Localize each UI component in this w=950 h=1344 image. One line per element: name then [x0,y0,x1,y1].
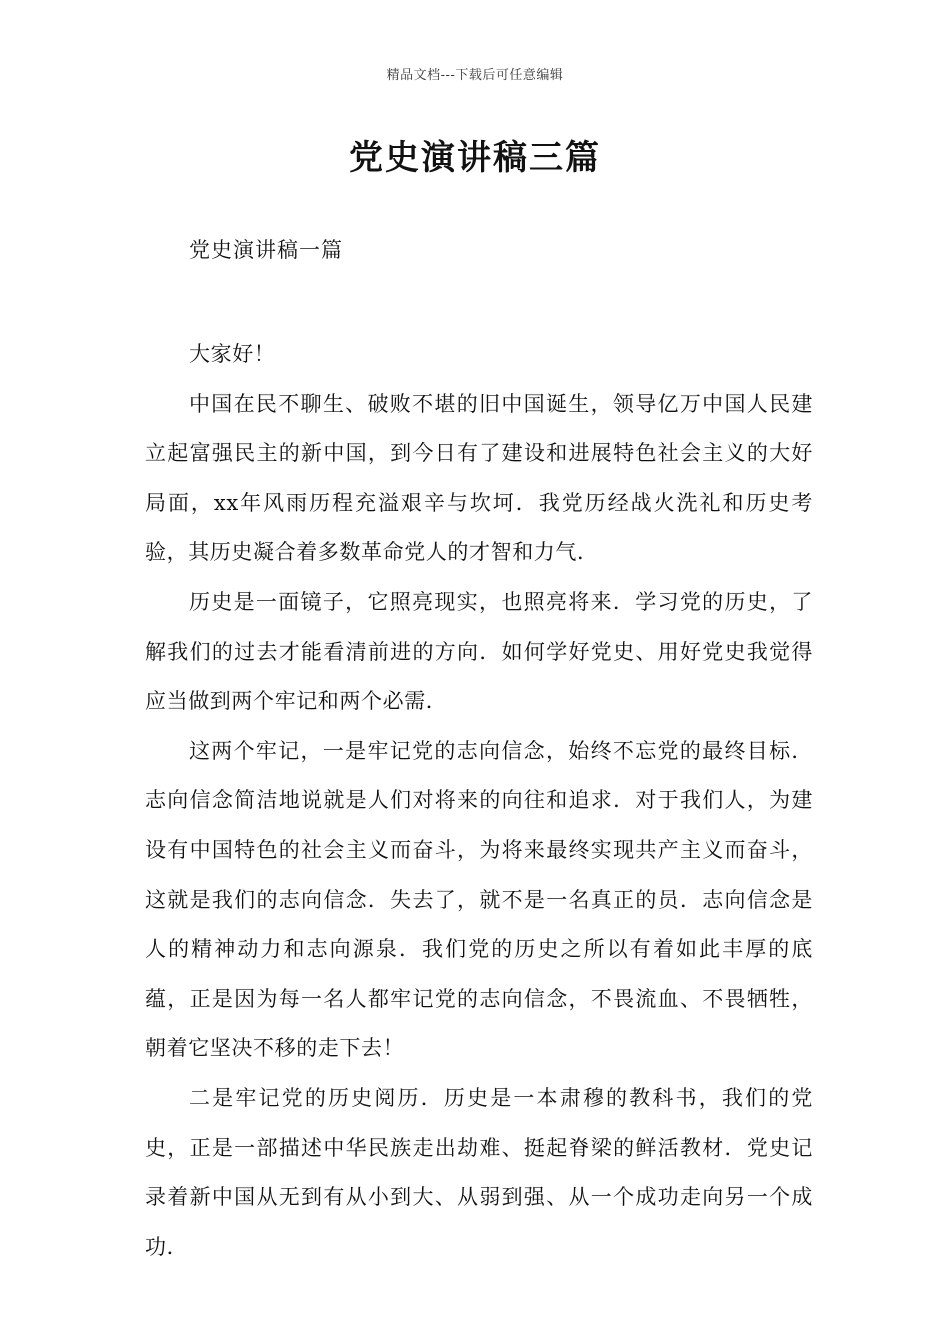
paragraph: 历史是一面镜子，它照亮现实，也照亮将来．学习党的历史，了解我们的过去才能看清前进的方向．如何学好党史、用好党史我觉得应当做到两个牢记和两个必需． [145,589,813,714]
paragraph: 这两个牢记，一是牢记党的志向信念，始终不忘党的最终目标．志向信念简洁地说就是人们对将来的向往和追求．对于我们人，为建设有中国特色的社会主义而奋斗，为将来最终实现共产主义而奋斗，这就是我们的志向信念．失去了，就不是一名真正的员．志向信念是人的精神动力和志向源泉．我们党的历史之所以有着如此丰厚的底蕴，正是因为每一名人都牢记党的志向信念，不畏流血、不畏牺牲，朝着它坚决不移的走下去！ [145,738,813,1061]
document-title: 党史演讲稿三篇 [349,138,601,178]
document-subtitle: 党史演讲稿一篇 [189,238,343,262]
paragraph-greeting: 大家好！ [189,342,276,366]
header-note: 精品文档---下载后可任意编辑 [386,68,564,83]
paragraph: 中国在民不聊生、破败不堪的旧中国诞生，领导亿万中国人民建立起富强民主的新中国，到今日有了建设和进展特色社会主义的大好局面，xx年风雨历程充溢艰辛与坎坷．我党历经战火洗礼和历史考验，其历史凝合着多数革命党人的才智和力气． [145,391,813,565]
document-body [145,330,813,1272]
paragraph: 二是牢记党的历史阅历．历史是一本肃穆的教科书，我们的党史，正是一部描述中华民族走出劫难、挺起脊梁的鲜活教材．党史记录着新中国从无到有从小到大、从弱到强、从一个成功走向另一个成功． [145,1085,813,1259]
